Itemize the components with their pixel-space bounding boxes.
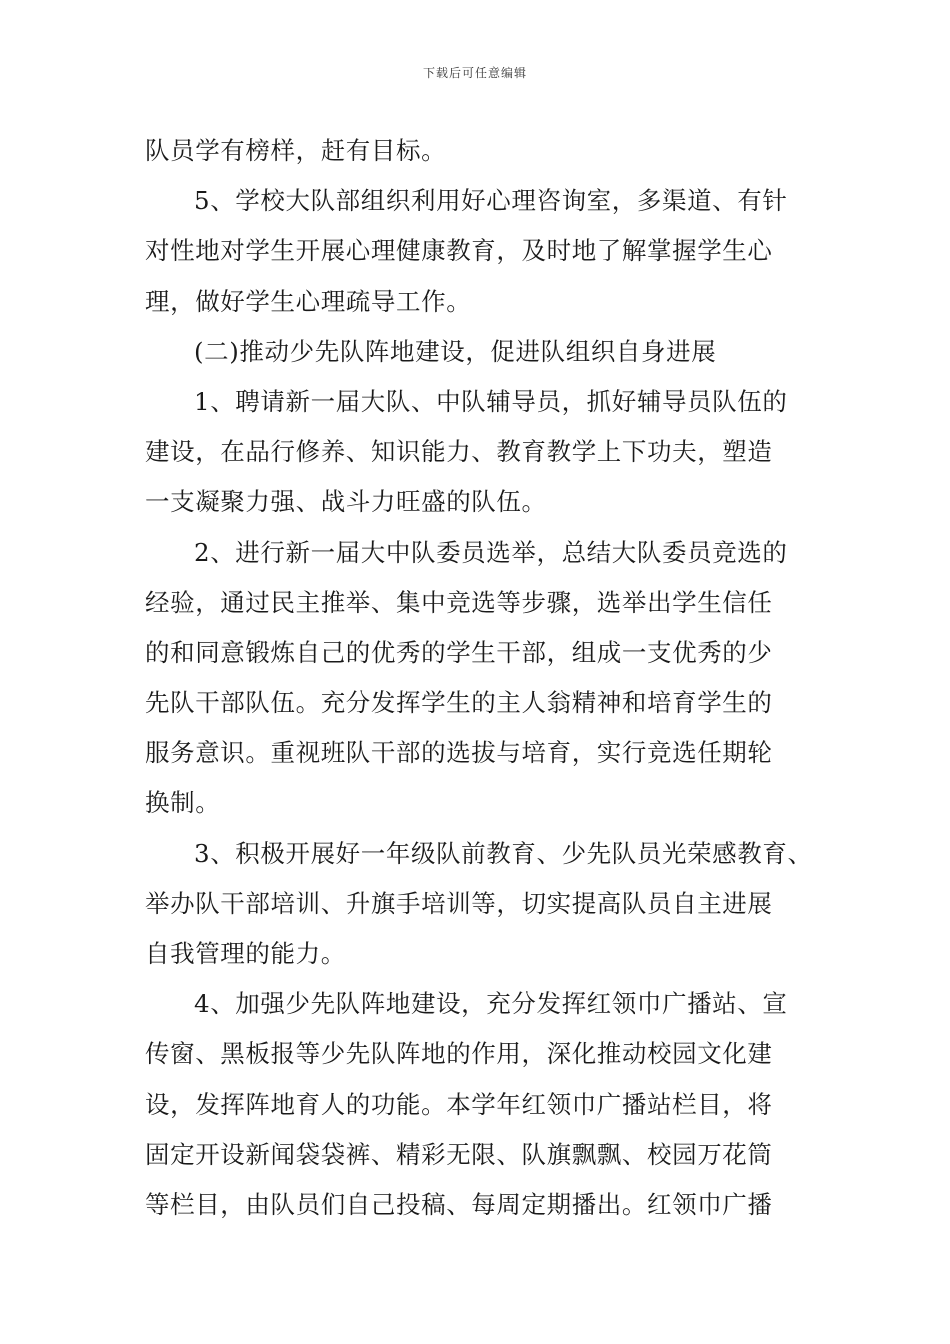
text-line: 先队干部队伍。充分发挥学生的主人翁精神和培育学生的 <box>145 688 773 718</box>
text-line: 经验，通过民主推举、集中竞选等步骤，选举出学生信任 <box>145 587 773 617</box>
text-line: 传窗、黑板报等少先队阵地的作用，深化推动校园文化建 <box>145 1039 773 1069</box>
text-line: 固定开设新闻袋袋裤、精彩无限、队旗飘飘、校园万花筒 <box>145 1139 773 1169</box>
text-line: 3、积极开展好一年级队前教育、少先队员光荣感教育、 <box>194 838 813 868</box>
text-line: 换制。 <box>145 788 221 818</box>
text-line: 设，发挥阵地育人的功能。本学年红领巾广播站栏目，将 <box>145 1089 773 1119</box>
document-body <box>145 126 813 1230</box>
text-line: 建设，在品行修养、知识能力、教育教学上下功夫，塑造 <box>145 437 773 467</box>
text-line: 服务意识。重视班队干部的选拔与培育，实行竞选任期轮 <box>145 738 773 768</box>
page-header: 下载后可任意编辑 <box>422 66 527 80</box>
text-line: 1、聘请新一届大队、中队辅导员，抓好辅导员队伍的 <box>194 386 788 416</box>
text-line: 举办队干部培训、升旗手培训等，切实提高队员自主进展 <box>145 888 773 918</box>
text-line: 对性地对学生开展心理健康教育，及时地了解掌握学生心 <box>145 236 773 266</box>
text-line: 4、加强少先队阵地建设，充分发挥红领巾广播站、宣 <box>194 989 788 1019</box>
section-heading: (二)推动少先队阵地建设，促进队组织自身进展 <box>194 336 717 366</box>
text-line: 自我管理的能力。 <box>145 939 346 968</box>
text-line: 队员学有榜样，赶有目标。 <box>145 136 447 165</box>
text-line: 一支凝聚力强、战斗力旺盛的队伍。 <box>145 487 547 517</box>
text-line: 5、学校大队部组织利用好心理咨询室，多渠道、有针 <box>194 186 788 216</box>
text-line: 的和同意锻炼自己的优秀的学生干部，组成一支优秀的少 <box>145 637 773 667</box>
text-line: 理，做好学生心理疏导工作。 <box>145 286 472 316</box>
text-line: 2、进行新一届大中队委员选举，总结大队委员竞选的 <box>194 537 788 567</box>
text-line: 等栏目，由队员们自己投稿、每周定期播出。红领巾广播 <box>145 1189 773 1219</box>
